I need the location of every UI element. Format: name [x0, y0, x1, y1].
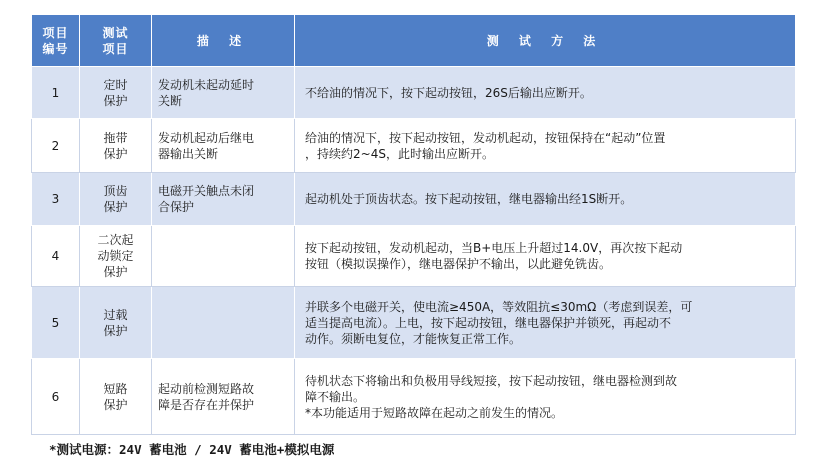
cell-method: 不给油的情况下，按下起动按钮，26S后输出应断开。 [295, 67, 796, 119]
table-row [32, 67, 796, 119]
table-row [32, 119, 796, 173]
header-item: 测试 项目 [80, 15, 152, 67]
header-row [32, 15, 796, 67]
cell-id: 2 [32, 119, 80, 173]
footnote: *测试电源：24V 蓄电池 / 24V 蓄电池+模拟电源 [49, 442, 335, 457]
cell-id: 4 [32, 226, 80, 287]
cell-desc: 起动前检测短路故 障是否存在并保护 [152, 359, 295, 435]
table-row [32, 173, 796, 226]
cell-item: 顶齿 保护 [80, 173, 152, 226]
cell-id: 3 [32, 173, 80, 226]
table-row [32, 287, 796, 359]
cell-desc [152, 226, 295, 287]
cell-method: 给油的情况下，按下起动按钮，发动机起动，按钮保持在“起动”位置 ，持续约2~4S，此时输出应断开。 [295, 119, 796, 173]
cell-method: 并联多个电磁开关，使电流≥450A，等效阻抗≤30mΩ（考虑到误差，可 适当提高电流）。上电，按下起动按钮，继电器保护并锁死，再起动不 动作。须断电复位，才能恢复正常工作。 [295, 287, 796, 359]
table-row [32, 226, 796, 287]
test-table [31, 14, 796, 435]
cell-desc: 电磁开关触点未闭 合保护 [152, 173, 295, 226]
cell-item: 过载 保护 [80, 287, 152, 359]
cell-item: 二次起 动锁定 保护 [80, 226, 152, 287]
cell-desc [152, 287, 295, 359]
cell-desc: 发动机起动后继电 器输出关断 [152, 119, 295, 173]
header-id: 项目 编号 [32, 15, 80, 67]
cell-desc: 发动机未起动延时 关断 [152, 67, 295, 119]
cell-id: 6 [32, 359, 80, 435]
table-row [32, 359, 796, 435]
cell-method: 待机状态下将输出和负极用导线短接，按下起动按钮，继电器检测到故 障不输出。 *本功能适用于短路故障在起动之前发生的情况。 [295, 359, 796, 435]
cell-item: 定时 保护 [80, 67, 152, 119]
cell-item: 短路 保护 [80, 359, 152, 435]
cell-method: 按下起动按钮，发动机起动，当B+电压上升超过14.0V，再次按下起动 按钮（模拟误操作），继电器保护不输出，以此避免铣齿。 [295, 226, 796, 287]
cell-id: 5 [32, 287, 80, 359]
cell-method: 起动机处于顶齿状态。按下起动按钮，继电器输出经1S断开。 [295, 173, 796, 226]
header-desc: 描 述 [152, 15, 295, 67]
cell-item: 拖带 保护 [80, 119, 152, 173]
header-method: 测 试 方 法 [295, 15, 796, 67]
cell-id: 1 [32, 67, 80, 119]
